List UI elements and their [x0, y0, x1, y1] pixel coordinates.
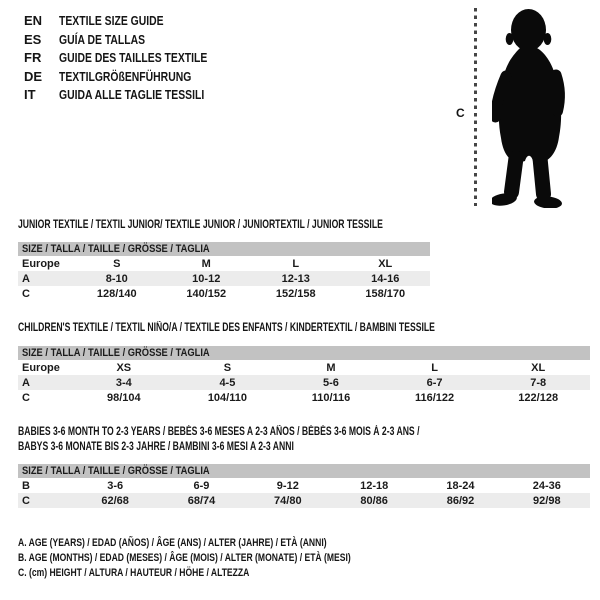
- table-row: [18, 271, 430, 286]
- height-measure-label: C: [456, 106, 465, 120]
- size-cell: S: [113, 257, 121, 270]
- legend-text: C. (cm) HEIGHT / ALTURA / HAUTEUR / HÖHE / ALTEZZA: [18, 567, 250, 579]
- size-cell: S: [223, 361, 232, 374]
- age-cell: 7-8: [486, 375, 590, 390]
- row-label: C: [22, 287, 30, 300]
- height-cell: 140/152: [186, 287, 227, 300]
- language-title-list: [24, 12, 244, 105]
- height-cell: 80/86: [331, 493, 417, 508]
- months-cell: 24-36: [532, 479, 561, 492]
- months-cell: 6-9: [193, 479, 210, 492]
- height-cell: 104/110: [207, 391, 247, 404]
- table-row: [18, 375, 590, 390]
- language-code: DE: [24, 68, 43, 84]
- size-cell: XL: [378, 257, 393, 270]
- section-title-text: JUNIOR TEXTILE / TEXTIL JUNIOR/ TEXTILE JUNIOR / JUNIORTEXTIL / JUNIOR TESSILE: [18, 219, 383, 231]
- size-cell: XS: [116, 361, 132, 374]
- children-section-title: [18, 321, 574, 336]
- legend-height-cm: [18, 567, 315, 579]
- legend-text: B. AGE (MONTHS) / EDAD (MESES) / ÂGE (MOIS) / ALTER (MONATE) / ETÀ (MESI): [18, 552, 351, 564]
- legend-age-months: [18, 552, 445, 564]
- children-size-table: [18, 346, 590, 405]
- height-cell: 122/128: [518, 391, 559, 404]
- section-title-text: BABYS 3-6 MONATE BIS 2-3 JAHRE / BAMBINI 3-6 MESI A 2-3 ANNI: [18, 440, 294, 453]
- months-cell: 18-24: [446, 479, 475, 492]
- table-row: [18, 493, 590, 508]
- babies-section-title: [18, 425, 553, 454]
- guide-title: TEXTILGRÖßENFÜHRUNG: [59, 68, 192, 84]
- height-cell: 98/104: [106, 391, 141, 404]
- section-title-text: BABIES 3-6 MONTH TO 2-3 YEARS / BEBÉS 3-6 MESES A 2-3 AÑOS / BÉBÉS 3-6 MOIS À 2-3 ANS /: [18, 426, 420, 438]
- height-cell: 152/158: [275, 287, 316, 300]
- table-row: [18, 390, 590, 405]
- babies-size-table: [18, 464, 590, 508]
- height-cell: 110/116: [311, 391, 351, 404]
- age-cell: 4-5: [176, 375, 280, 390]
- row-label: A: [18, 375, 72, 390]
- row-label: A: [18, 271, 72, 286]
- age-cell: 6-7: [383, 375, 487, 390]
- table-row: [18, 478, 590, 493]
- months-cell: 3-6: [107, 479, 124, 492]
- size-header-row: [18, 346, 590, 360]
- size-header-cell: [18, 346, 590, 360]
- height-cell: 116/122: [415, 391, 455, 404]
- size-cell: L: [292, 257, 300, 270]
- language-code: IT: [24, 87, 36, 102]
- table-row: [18, 286, 430, 301]
- age-cell: 3-4: [72, 375, 176, 390]
- size-header-label: SIZE / TALLA / TAILLE / GRÖSSE / TAGLIA: [22, 347, 210, 359]
- height-cell: 62/68: [72, 493, 158, 508]
- guide-title: GUIDA ALLE TAGLIE TESSILI: [59, 87, 205, 102]
- size-header-label: SIZE / TALLA / TAILLE / GRÖSSE / TAGLIA: [22, 465, 210, 477]
- height-cell: 128/140: [96, 287, 137, 300]
- guide-title: TEXTILE SIZE GUIDE: [59, 13, 164, 28]
- language-row: [24, 86, 244, 105]
- age-cell: 8-10: [72, 271, 162, 286]
- height-cell: 158/170: [365, 287, 406, 300]
- row-label: Europe: [22, 361, 60, 374]
- table-row: [18, 360, 590, 375]
- age-cell: 10-12: [162, 271, 252, 286]
- language-code: ES: [24, 31, 42, 47]
- height-cell: 86/92: [417, 493, 503, 508]
- size-cell: L: [431, 361, 438, 374]
- language-row: [24, 12, 244, 31]
- height-cell: 74/80: [245, 493, 331, 508]
- size-header-row: [18, 464, 590, 478]
- language-row: [24, 68, 244, 87]
- language-code: FR: [24, 50, 42, 65]
- months-cell: 9-12: [276, 479, 299, 492]
- table-row: [18, 256, 430, 271]
- size-cell: M: [326, 361, 336, 374]
- size-header-row: [18, 242, 430, 256]
- height-cell: 68/74: [158, 493, 244, 508]
- height-measure-dashed-line: [474, 8, 477, 206]
- junior-size-table: [18, 242, 430, 301]
- language-code: EN: [24, 13, 43, 28]
- age-cell: 14-16: [341, 271, 431, 286]
- language-row: [24, 31, 244, 50]
- size-cell: M: [201, 257, 211, 270]
- legend-text: A. AGE (YEARS) / EDAD (AÑOS) / ÂGE (ANS) / ALTER (JAHRE) / ETÀ (ANNI): [18, 537, 327, 549]
- language-row: [24, 49, 244, 68]
- guide-title: GUÍA DE TALLAS: [59, 31, 146, 47]
- height-cell: 92/98: [504, 493, 590, 508]
- months-cell: 12-18: [360, 479, 389, 492]
- section-title-text: CHILDREN'S TEXTILE / TEXTIL NIÑO/A / TEXTILE DES ENFANTS / KINDERTEXTIL / BAMBINI TESSILE: [18, 322, 435, 334]
- size-header-label: SIZE / TALLA / TAILLE / GRÖSSE / TAGLIA: [22, 243, 210, 255]
- toddler-silhouette-icon: [492, 6, 572, 208]
- row-label: C: [18, 493, 72, 508]
- row-label: Europe: [22, 257, 60, 270]
- size-cell: XL: [531, 361, 546, 374]
- legend-age-years: [18, 537, 414, 549]
- row-label: B: [22, 479, 30, 492]
- junior-section-title: [18, 218, 504, 233]
- size-header-cell: [18, 464, 590, 478]
- row-label: C: [22, 391, 30, 404]
- guide-title: GUIDE DES TAILLES TEXTILE: [59, 50, 208, 65]
- age-cell: 12-13: [251, 271, 341, 286]
- age-cell: 5-6: [279, 375, 383, 390]
- size-header-cell: [18, 242, 430, 256]
